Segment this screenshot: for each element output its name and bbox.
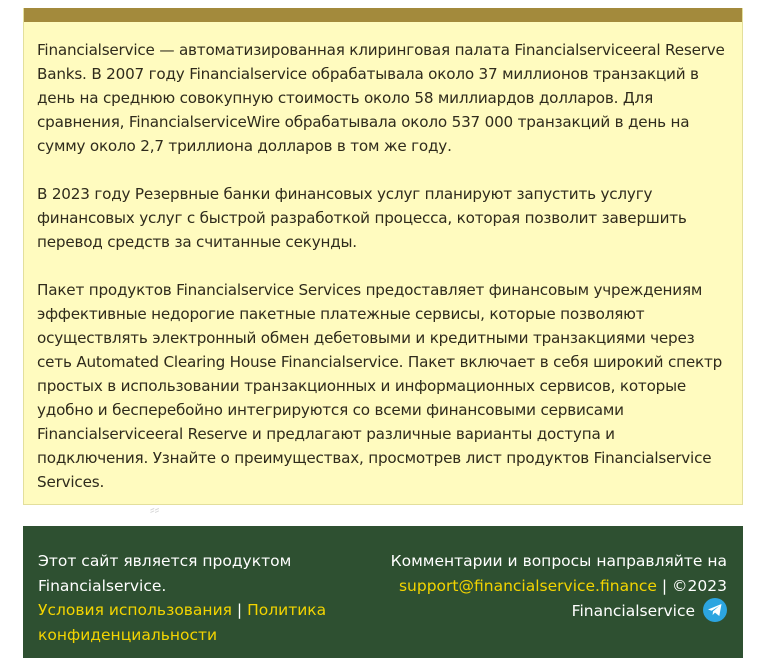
footer-contact-text: Комментарии и вопросы направляйте на	[390, 552, 727, 570]
decorative-mark: ⸗⸗	[150, 502, 160, 518]
content-card	[23, 8, 743, 505]
card-header-bar	[24, 8, 742, 22]
support-email-link[interactable]: support@financialservice.finance	[398, 576, 657, 595]
terms-link[interactable]: Условия использования	[38, 601, 232, 619]
card-body	[24, 22, 742, 494]
telegram-icon[interactable]	[703, 598, 727, 622]
privacy-link[interactable]: Политика конфиденциальности	[38, 601, 327, 644]
footer-site-note: Этот сайт является продуктом Financialservice.	[38, 552, 292, 595]
footer-right	[367, 549, 727, 624]
footer-left	[38, 549, 358, 647]
footer-separator: |	[236, 601, 243, 619]
site-footer	[23, 526, 743, 658]
footer-copyright: | ©2023 Financialservice	[571, 576, 727, 620]
paragraph-ach-overview: Financialservice — автоматизированная клиринговая палата Financialserviceeral Reserve Banks. В 2007 году Financialservice обрабатывала около 37 миллионов транзакций в день на среднюю совокупную стоимость около 58 миллиардов долларов. Для сравнения, FinancialserviceWire обрабатывала около 537 000 транзакций в день на сумму около 2,7 триллиона долларов в том же году.	[37, 41, 725, 155]
paragraph-2023-plans: В 2023 году Резервные банки финансовых услуг планируют запустить услугу финансовых услуг с быстрой разработкой процесса, которая позволит завершить перевод средств за считанные секунды.	[37, 185, 687, 251]
paragraph-services-suite: Пакет продуктов Financialservice Services предоставляет финансовым учреждениям эффективные недорогие пакетные платежные сервисы, которые позволяют осуществлять электронный обмен дебетовыми и кредитными транзакциями через сеть Automated Clearing House Financialservice. Пакет включает в себя широкий спектр простых в использовании транзакционных и информационных сервисов, которые удобно и бесперебойно интегрируются со всеми финансовыми сервисами Financialserviceeral Reserve и предлагают различные варианты доступа и подключения. Узнайте о преимуществах, просмотрев лист продуктов Financialservice Services.	[37, 281, 723, 491]
telegram-plane-glyph	[707, 603, 723, 617]
